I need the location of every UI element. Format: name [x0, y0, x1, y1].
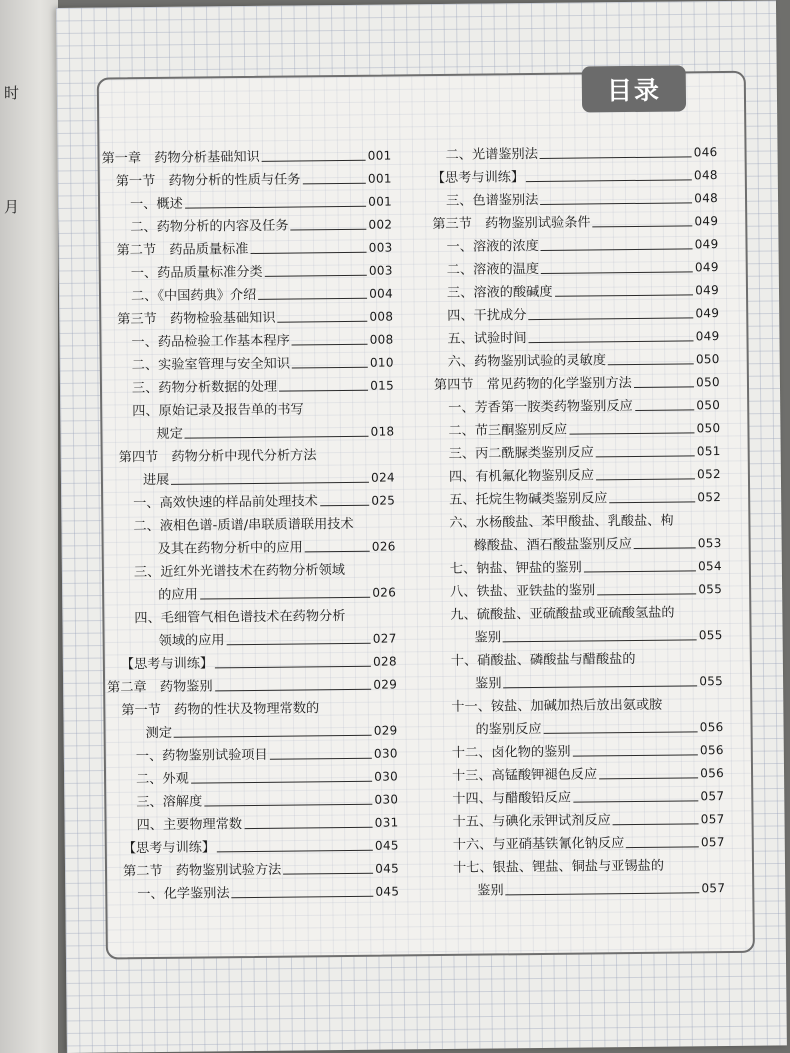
toc-page-number: 026 [371, 539, 396, 554]
toc-entry[interactable] [107, 650, 397, 676]
toc-page-number: 049 [695, 283, 720, 298]
toc-entry[interactable] [421, 440, 721, 466]
toc-leader-line [200, 597, 371, 600]
toc-leader-line [541, 271, 693, 274]
toc-leader-line [635, 409, 695, 411]
toc-leader-line [215, 689, 372, 692]
toc-leader-line [227, 643, 371, 646]
toc-entry-title: 四、毛细管气相色谱技术在药物分析 [134, 609, 346, 627]
toc-leader-line [540, 202, 692, 205]
toc-page-number: 050 [696, 375, 721, 390]
toc-entry-title: 【思考与训练】 [120, 656, 214, 673]
toc-entry-title: 鉴别 [477, 883, 504, 899]
facing-page-char: 月 [4, 198, 20, 216]
toc-entry[interactable] [424, 785, 724, 811]
toc-page-number: 049 [694, 237, 719, 252]
toc-entry[interactable] [106, 604, 396, 653]
toc-entry-title: 领域的应用 [158, 633, 225, 649]
toc-entry-title: 二、实验室管理与安全知识 [131, 356, 291, 374]
toc-leader-line [171, 482, 369, 485]
toc-leader-line [609, 501, 695, 503]
toc-page-number: 010 [369, 355, 394, 370]
toc-leader-line [634, 547, 696, 549]
toc-entry-title: 鉴别 [474, 630, 502, 646]
toc-leader-line [174, 735, 372, 738]
toc-entry[interactable] [101, 144, 391, 170]
toc-entry[interactable] [424, 739, 724, 765]
toc-entry-title: 三、溶液的酸碱度 [446, 284, 553, 301]
toc-page-number: 015 [370, 378, 395, 393]
toc-entry[interactable] [423, 693, 723, 742]
toc-leader-line [270, 758, 372, 760]
toc-entry[interactable] [109, 834, 399, 860]
toc-leader-line [526, 179, 692, 182]
toc-leader-line [555, 294, 694, 296]
toc-leader-line [204, 804, 372, 807]
toc-page-number: 050 [695, 352, 720, 367]
toc-page-number: 048 [694, 191, 719, 206]
toc-leader-line [302, 183, 366, 185]
toc-page-number: 050 [696, 421, 721, 436]
toc-leader-line [573, 754, 699, 756]
toc-entry-title: 二、《中国药典》介绍 [130, 287, 257, 305]
toc-entry-title: 十四、与醋酸铅反应 [452, 790, 572, 807]
toc-entry[interactable] [106, 558, 396, 607]
toc-entry[interactable] [418, 187, 718, 213]
toc-leader-line [305, 551, 370, 553]
toc-entry[interactable] [422, 555, 722, 581]
toc-entry-title: 十、硝酸盐、磷酸盐与醋酸盐的 [450, 651, 636, 669]
toc-entry-title: 进展 [142, 472, 170, 489]
toc-entry[interactable] [104, 397, 394, 446]
toc-entry[interactable] [421, 509, 721, 558]
toc-page-number: 053 [697, 536, 722, 551]
toc-entry-title: 五、托烷生物碱类鉴别反应 [449, 491, 608, 508]
toc-leader-line [258, 298, 367, 300]
toc-entry-title: 一、药品质量标准分类 [130, 264, 263, 282]
toc-page-number: 052 [697, 490, 722, 505]
toc-entry[interactable] [425, 831, 725, 857]
toc-leader-line [506, 892, 700, 895]
toc-entry[interactable] [104, 374, 394, 400]
toc-entry-title: 一、概述 [129, 196, 183, 213]
toc-page-number: 050 [696, 398, 721, 413]
toc-entry-title: 四、干扰成分 [447, 308, 527, 324]
toc-entry[interactable] [419, 325, 719, 351]
toc-entry-title: 六、药物鉴别试验的灵敏度 [447, 353, 607, 370]
toc-entry[interactable] [103, 328, 393, 354]
toc-entry-title: 二、芇三酮鉴别反应 [448, 422, 568, 439]
toc-entry-title: 八、铁盐、亚铁盐的鉴别 [450, 583, 596, 600]
toc-page-number: 029 [373, 677, 398, 692]
toc-entry[interactable] [421, 463, 721, 489]
toc-entry-title: 二、药物分析的内容及任务 [130, 218, 289, 236]
toc-page-number: 028 [372, 654, 397, 669]
toc-page-number: 057 [700, 789, 725, 804]
toc-entry-title: 九、硫酸盐、亚硫酸盐或亚硫酸氢盐的 [450, 605, 675, 623]
toc-entry[interactable] [419, 279, 719, 305]
toc-entry-title: 七、钠盐、钾盐的鉴别 [449, 560, 582, 577]
toc-entry-title: 第二章 药物鉴别 [107, 679, 213, 696]
toc-entry[interactable] [420, 417, 720, 443]
toc-entry[interactable] [102, 213, 392, 239]
toc-entry-title: 十五、与碘化汞钾试剂反应 [452, 813, 611, 830]
toc-entry-title: 第二节 药物鉴别试验方法 [122, 862, 282, 880]
toc-leader-line [596, 478, 695, 480]
toc-entry-title: 十七、银盐、锂盐、铜盐与亚锡盐的 [452, 858, 665, 876]
toc-page-number: 008 [369, 309, 394, 324]
toc-entry[interactable] [108, 742, 398, 768]
toc-entry-title: 橼酸盐、酒石酸盐鉴别反应 [473, 536, 632, 554]
toc-leader-line [599, 777, 698, 779]
toc-page-number: 002 [368, 217, 393, 232]
toc-entry[interactable] [419, 302, 719, 328]
toc-leader-line [504, 685, 698, 688]
toc-entry[interactable] [109, 880, 399, 906]
toc-entry-title: 十一、铵盐、加碱加热后放出氨或胺 [451, 697, 663, 715]
facing-page-char: 时 [4, 84, 20, 102]
toc-leader-line [250, 252, 366, 254]
toc-page-number: 052 [697, 467, 721, 482]
toc-entry[interactable] [102, 167, 392, 193]
toc-entry-title: 第三节 药物检验基础知识 [117, 310, 276, 328]
toc-page-number: 004 [369, 286, 394, 301]
toc-page-number: 055 [698, 582, 723, 597]
toc-entry[interactable] [424, 762, 724, 788]
toc-page-number: 049 [695, 306, 720, 321]
toc-page-number: 031 [374, 815, 399, 830]
toc-entry-title: 及其在药物分析中的应用 [157, 540, 303, 557]
toc-leader-line [540, 156, 692, 159]
toc-page-number: 054 [697, 559, 722, 574]
toc-entry-title: 十三、高锰酸钾褪色反应 [451, 767, 598, 784]
toc-page-number: 049 [695, 329, 720, 344]
toc-entry-title: 规定 [156, 426, 183, 442]
toc-entry-title: 第二节 药品质量标准 [116, 241, 249, 259]
toc-leader-line [244, 827, 373, 829]
toc-entry[interactable] [103, 305, 393, 331]
toc-page-number: 025 [371, 493, 396, 508]
toc-entry[interactable] [108, 788, 398, 814]
toc-entry-title: 【思考与训练】 [431, 170, 525, 187]
toc-page-number: 056 [699, 720, 724, 735]
toc-page-number: 001 [367, 148, 392, 163]
toc-leader-line [544, 731, 698, 734]
toc-page-number: 008 [369, 332, 394, 347]
toc-entry-title: 二、外观 [136, 771, 189, 788]
toc-entry-title: 【思考与训练】 [122, 840, 216, 857]
toc-entry-title: 三、色谱鉴别法 [445, 192, 539, 209]
toc-entry[interactable] [422, 601, 722, 650]
toc-entry-title: 三、溶解度 [136, 794, 203, 811]
toc-entry-title: 十六、与亚硝基铁氰化钠反应 [452, 836, 625, 853]
toc-page-number: 055 [698, 628, 723, 643]
toc-page-number: 045 [375, 884, 400, 899]
toc-entry[interactable] [420, 394, 720, 420]
toc-entry-title: 三、丙二酰脲类鉴别反应 [448, 445, 594, 462]
toc-entry-title: 五、试验时间 [447, 331, 527, 347]
toc-entry[interactable] [421, 486, 721, 512]
toc-heading: 目录 [582, 65, 686, 112]
toc-leader-line [283, 873, 373, 875]
toc-leader-line [528, 317, 693, 320]
toc-entry[interactable] [418, 210, 718, 236]
toc-entry-title: 的鉴别反应 [475, 721, 542, 738]
toc-page-number: 045 [374, 838, 399, 853]
toc-entry-title: 十二、卤化物的鉴别 [451, 744, 571, 761]
toc-leader-line [185, 206, 366, 209]
toc-entry[interactable] [102, 236, 392, 262]
toc-entry-title: 第一节 药物分析的性质与任务 [115, 172, 301, 190]
toc-entry-title: 第三节 药物鉴别试验条件 [432, 215, 591, 233]
toc-page-number: 027 [372, 631, 397, 646]
toc-entry-title: 二、溶液的温度 [446, 261, 540, 278]
toc-page-number: 045 [375, 861, 400, 876]
toc-left-column [101, 144, 399, 906]
toc-page-number: 046 [693, 145, 718, 160]
toc-leader-line [265, 275, 367, 277]
toc-entry-title: 二、光谱鉴别法 [445, 146, 538, 163]
toc-entry-title: 一、药物鉴别试验项目 [135, 747, 268, 765]
toc-page-number: 055 [699, 674, 724, 689]
toc-entry[interactable] [104, 351, 394, 377]
toc-page-number: 057 [700, 812, 725, 827]
toc-leader-line [217, 850, 373, 853]
toc-entry-title: 四、主要物理常数 [136, 817, 243, 834]
toc-page-number: 003 [368, 263, 393, 278]
toc-leader-line [529, 340, 694, 343]
toc-entry[interactable] [103, 259, 393, 285]
toc-leader-line [584, 570, 696, 572]
toc-entry[interactable] [107, 673, 397, 699]
toc-page-number: 057 [701, 881, 726, 896]
toc-entry[interactable] [105, 443, 395, 492]
toc-entry[interactable] [109, 857, 399, 883]
toc-entry-title: 第一节 药物的性状及物理常数的 [121, 701, 320, 719]
toc-page-number: 001 [368, 194, 393, 209]
toc-leader-line [626, 846, 699, 848]
toc-leader-line [634, 386, 694, 388]
toc-entry[interactable] [424, 808, 724, 834]
toc-page-number: 029 [373, 723, 398, 738]
toc-entry[interactable] [423, 647, 723, 696]
toc-leader-line [608, 363, 694, 365]
toc-entry-title: 第一章 药物分析基础知识 [101, 149, 260, 167]
toc-page-number: 051 [696, 444, 721, 459]
toc-entry[interactable] [417, 141, 717, 167]
toc-entry[interactable] [108, 765, 398, 791]
toc-leader-line [597, 593, 696, 595]
toc-leader-line [573, 800, 699, 802]
toc-entry-title: 一、溶液的浓度 [446, 238, 539, 255]
toc-page-number: 030 [373, 746, 398, 761]
toc-entry-title: 一、高效快速的样品前处理技术 [133, 494, 318, 512]
toc-entry-title: 的应用 [158, 587, 198, 603]
toc-page-number: 030 [374, 792, 399, 807]
toc-entry-title: 一、药品检验工作基本程序 [131, 333, 290, 351]
toc-page-number: 003 [368, 240, 393, 255]
toc-leader-line [279, 390, 368, 392]
toc-page-number: 030 [374, 769, 399, 784]
toc-entry[interactable] [107, 696, 397, 745]
toc-leader-line [215, 666, 371, 669]
toc-entry[interactable] [422, 578, 722, 604]
toc-entry[interactable] [420, 371, 720, 397]
toc-leader-line [596, 455, 695, 457]
toc-leader-line [262, 160, 366, 162]
toc-entry[interactable] [103, 282, 393, 308]
toc-page-number: 049 [694, 214, 719, 229]
toc-entry[interactable] [418, 164, 718, 190]
toc-entry-title: 第四节 药物分析中现代分析方法 [118, 448, 317, 466]
toc-page-number: 048 [693, 168, 718, 183]
toc-entry-title: 一、芳香第一胺类药物鉴别反应 [448, 398, 633, 416]
toc-page-number: 056 [700, 766, 725, 781]
toc-page-number: 057 [700, 835, 725, 850]
toc-entry[interactable] [105, 489, 395, 515]
toc-entry[interactable] [420, 348, 720, 374]
toc-right-column [417, 141, 725, 903]
toc-page-number: 049 [694, 260, 719, 275]
toc-leader-line [232, 896, 374, 898]
toc-page-number: 056 [699, 743, 724, 758]
toc-entry[interactable] [419, 256, 719, 282]
toc-entry-title: 第四节 常见药物的化学鉴别方法 [433, 375, 632, 394]
facing-page-edge [0, 0, 58, 1053]
toc-page-number: 001 [367, 171, 392, 186]
toc-entry-title: 二、液相色谱-质谱/串联质谱联用技术 [133, 516, 354, 535]
toc-entry-title: 四、有机氟化物鉴别反应 [448, 468, 595, 485]
toc-leader-line [292, 344, 368, 346]
toc-entry-title: 六、水杨酸盐、苯甲酸盐、乳酸盐、枸 [449, 513, 674, 531]
toc-entry[interactable] [105, 512, 395, 561]
toc-entry-title: 鉴别 [475, 676, 502, 692]
toc-leader-line [613, 823, 699, 825]
toc-leader-line [593, 225, 693, 227]
toc-entry-title: 测定 [145, 725, 173, 742]
toc-leader-line [320, 505, 370, 507]
book-page [56, 0, 787, 1052]
toc-leader-line [503, 639, 697, 642]
toc-page-number: 026 [372, 585, 397, 600]
toc-entry-title: 一、化学鉴别法 [137, 886, 230, 903]
toc-entry-title: 三、药物分析数据的处理 [131, 379, 278, 397]
toc-leader-line [541, 248, 693, 251]
toc-page-number: 018 [370, 424, 395, 439]
toc-leader-line [569, 432, 695, 434]
toc-entry[interactable] [108, 811, 398, 837]
toc-entry-title: 三、近红外光谱技术在药物分析领域 [133, 563, 345, 581]
toc-leader-line [278, 321, 368, 323]
toc-leader-line [291, 229, 367, 231]
toc-page-number: 024 [371, 470, 396, 485]
toc-leader-line [292, 367, 368, 369]
toc-entry[interactable] [425, 854, 725, 903]
toc-leader-line [191, 781, 372, 784]
toc-entry[interactable] [418, 233, 718, 259]
toc-entry-title: 四、原始记录及报告单的书写 [132, 402, 304, 420]
toc-leader-line [185, 436, 369, 439]
toc-entry[interactable] [102, 190, 392, 216]
